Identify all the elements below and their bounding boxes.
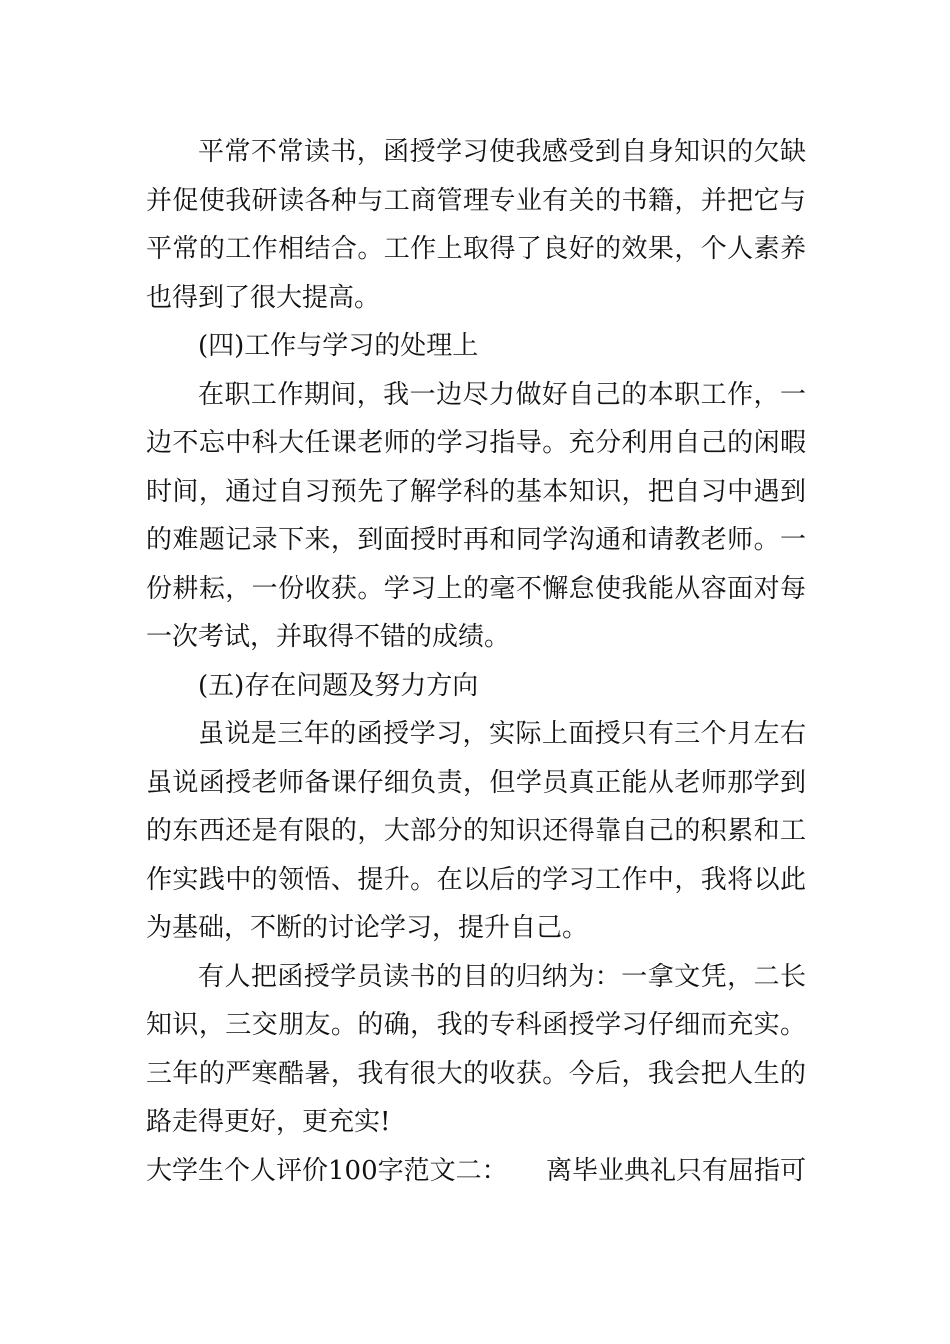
text-line: 路走得更好，更充实!: [146, 1107, 391, 1137]
text-line: 平常不常读书，函授学习使我感受到自身知识的欠缺: [198, 137, 806, 167]
text-line: 三年的严寒酷暑，我有很大的收获。今后，我会把人生的: [146, 1058, 806, 1089]
paragraph-3: [146, 710, 806, 953]
text-line: 为基础，不断的讨论学习，提升自己。: [146, 913, 589, 943]
text-line: 并促使我研读各种与工商管理专业有关的书籍，并把它与: [146, 185, 806, 216]
text-line: 虽说是三年的函授学习，实际上面授只有三个月左右: [198, 719, 806, 749]
text-line: 时间，通过自习预先了解学科的基本知识，把自习中遇到: [146, 476, 806, 507]
text-line: 在职工作期间，我一边尽力做好自己的本职工作，一: [198, 379, 806, 410]
text-line: 虽说函授老师备课仔细负责，但学员真正能从老师那学到: [146, 767, 806, 798]
next-article-opening: 离毕业典礼只有屈指可: [545, 1155, 806, 1186]
text-line: 有人把函授学员读书的目的归纳为：一拿文凭，二长: [198, 961, 806, 992]
text-line: 份耕耘，一份收获。学习上的毫不懈怠使我能从容面对每: [146, 573, 806, 604]
document-body: [146, 128, 806, 1195]
paragraph-4: [146, 953, 806, 1147]
text-line: 的东西还是有限的，大部分的知识还得靠自己的积累和工: [146, 816, 806, 846]
next-article-title: 大学生个人评价100字范文二：: [146, 1155, 508, 1186]
paragraph-2: [146, 371, 806, 662]
text-line: 平常的工作相结合。工作上取得了良好的效果，个人素养: [146, 234, 806, 264]
heading-line: (五)存在问题及努力方向: [198, 670, 479, 701]
text-line: 的难题记录下来，到面授时再和同学沟通和请教老师。一: [146, 525, 806, 555]
text-line: 也得到了很大提高。: [146, 282, 381, 313]
section-heading-5: [146, 662, 806, 711]
text-line: 一次考试，并取得不错的成绩。: [146, 622, 511, 652]
paragraph-1: [146, 128, 806, 322]
text-line: 边不忘中科大任课老师的学习指导。充分利用自己的闲暇: [146, 428, 806, 458]
section-heading-4: [146, 322, 806, 371]
heading-line: (四)工作与学习的处理上: [198, 331, 479, 361]
text-line: 作实践中的领悟、提升。在以后的学习工作中，我将以此: [146, 864, 806, 895]
next-article-line: [146, 1147, 806, 1196]
text-line: 知识，三交朋友。的确，我的专科函授学习仔细而充实。: [146, 1010, 806, 1040]
